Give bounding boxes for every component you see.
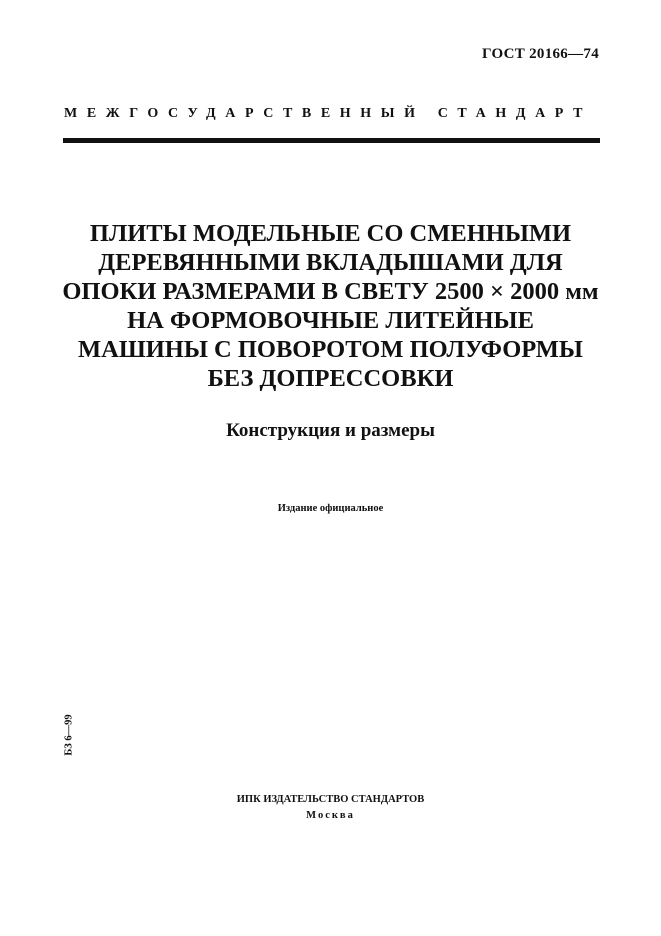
edition-note: Издание официальное: [277, 503, 384, 514]
title-line: БЕЗ ДОПРЕССОВКИ: [207, 365, 454, 392]
side-code-text: БЗ 6—99: [63, 714, 75, 756]
title-line: МАШИНЫ С ПОВОРОТОМ ПОЛУФОРМЫ: [78, 336, 583, 363]
document-code: ГОСТ 20166—74: [481, 46, 599, 62]
title-line: ДЕРЕВЯННЫМИ ВКЛАДЫШАМИ ДЛЯ: [98, 249, 563, 276]
title-line: НА ФОРМОВОЧНЫЕ ЛИТЕЙНЫЕ: [127, 307, 534, 334]
publisher-city: Москва: [306, 810, 355, 821]
document-title: [40, 219, 621, 393]
publisher: ИПК ИЗДАТЕЛЬСТВО СТАНДАРТОВ: [236, 794, 425, 805]
standard-category: МЕЖГОСУДАРСТВЕННЫЙ СТАНДАРТ: [64, 106, 593, 121]
side-code: [62, 712, 76, 758]
document-subtitle: Конструкция и размеры: [226, 420, 435, 441]
title-line: ПЛИТЫ МОДЕЛЬНЫЕ СО СМЕННЫМИ: [89, 220, 572, 247]
title-line: ОПОКИ РАЗМЕРАМИ В СВЕТУ 2500 × 2000 мм: [62, 278, 599, 305]
header-divider: [63, 138, 600, 143]
